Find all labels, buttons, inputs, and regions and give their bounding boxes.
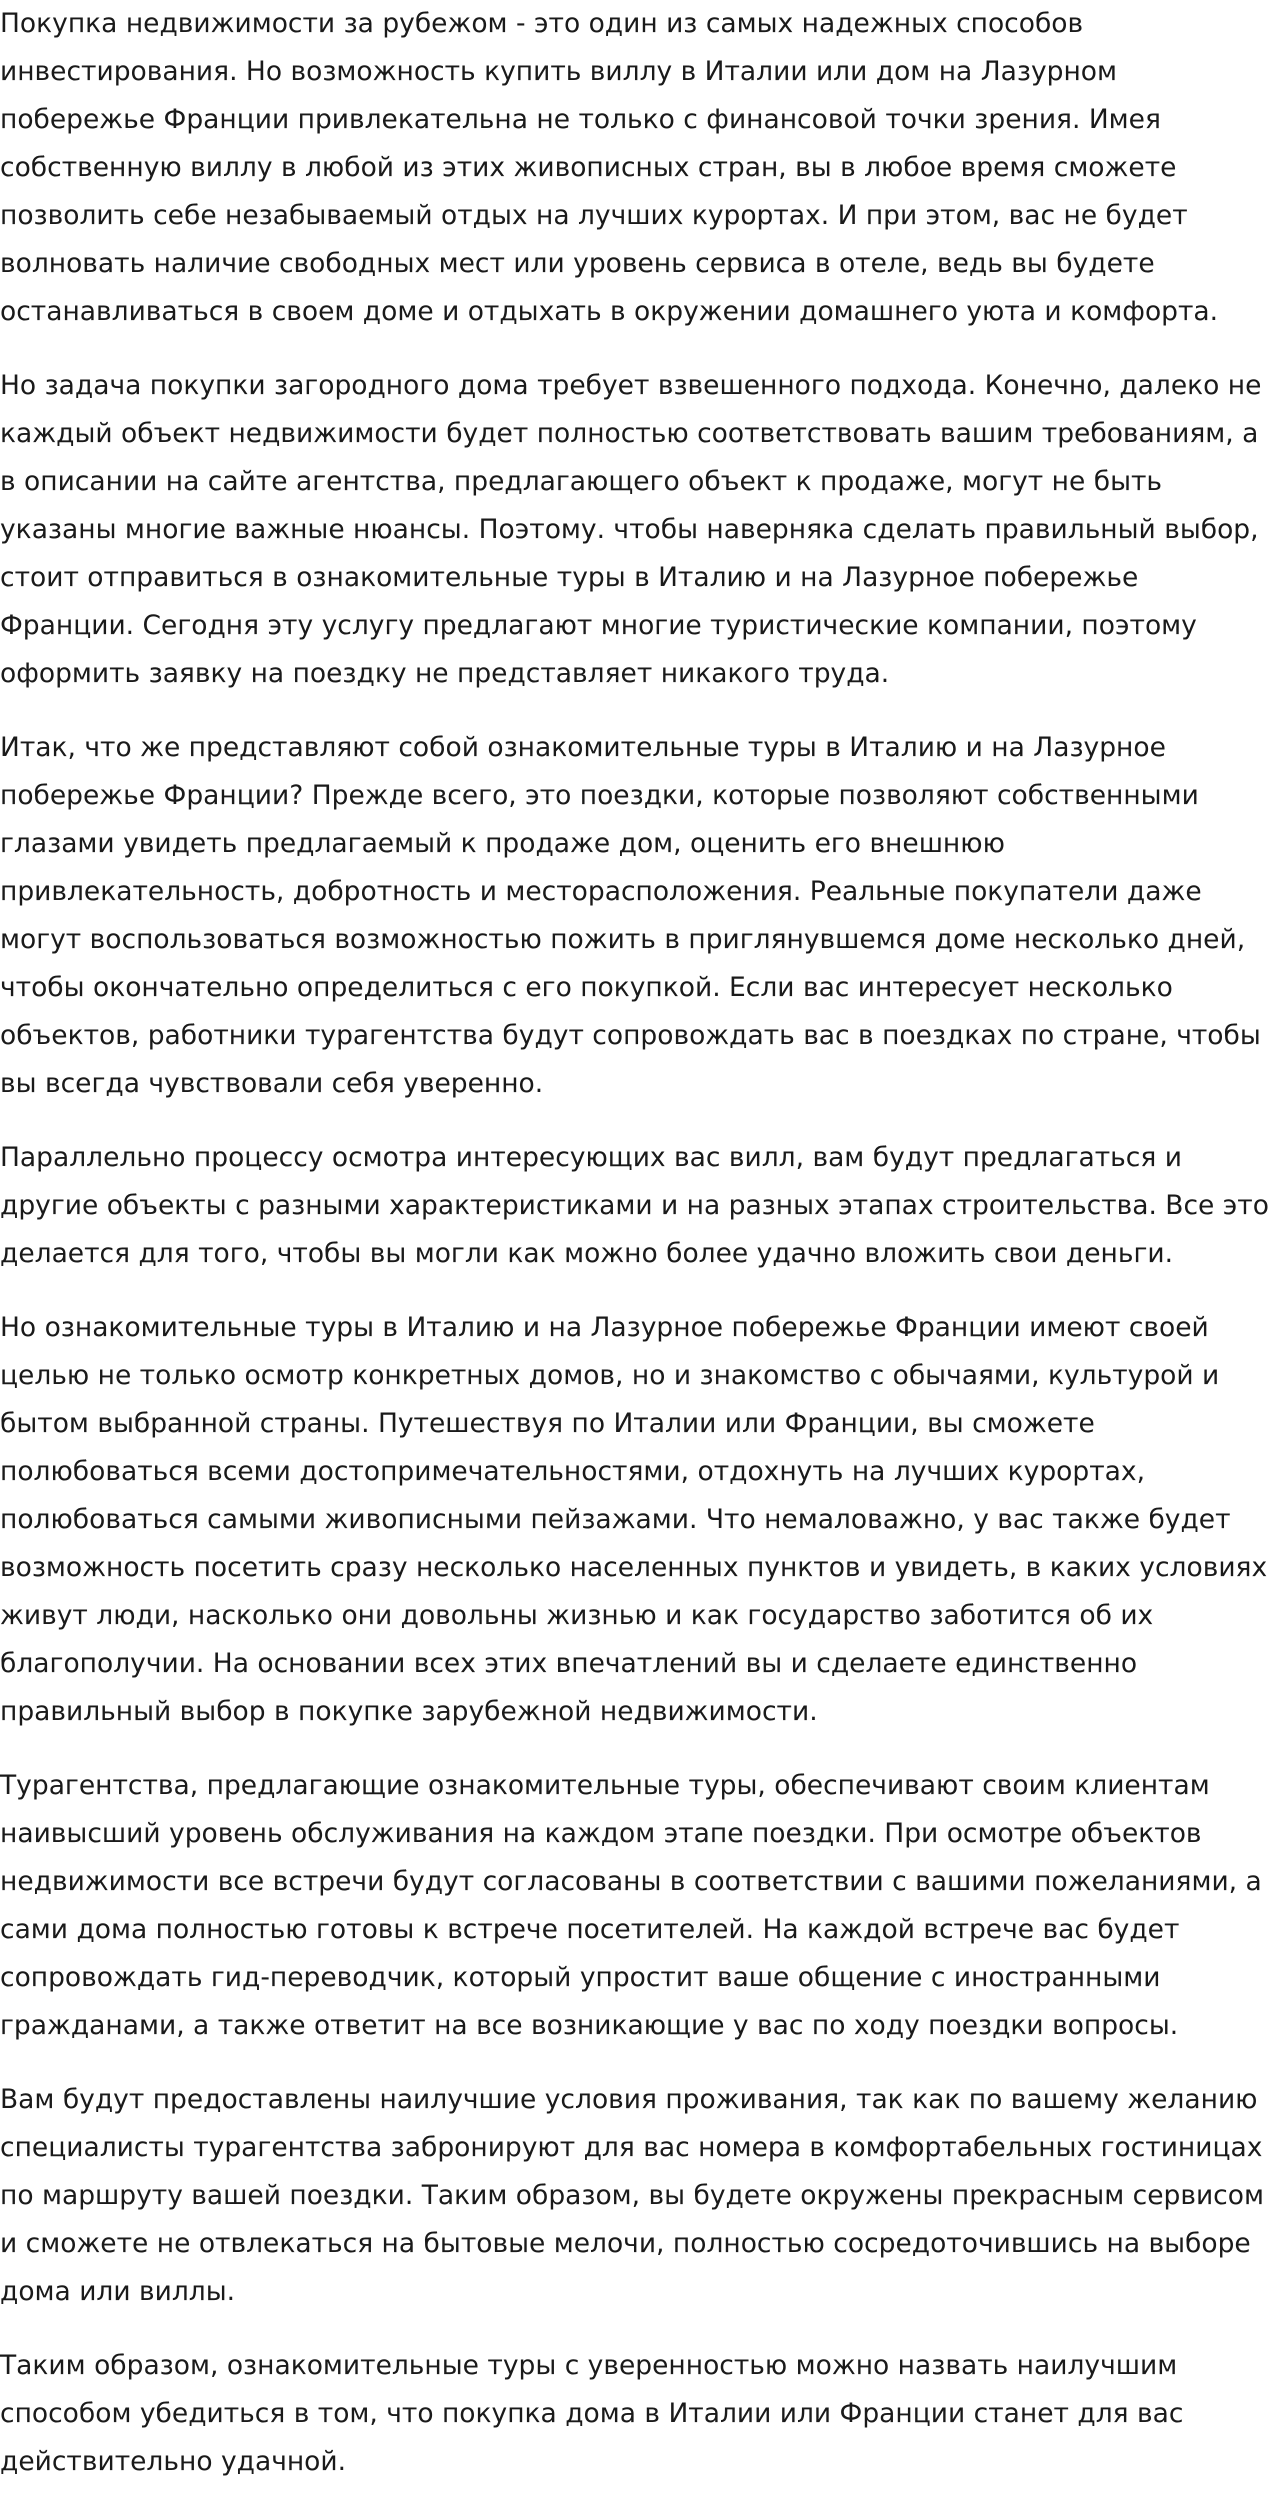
paragraph-7: Вам будут предоставлены наилучшие условия проживания, так как по вашему желанию специалисты турагентства забронируют для вас номера в комфортабельных гостиницах по маршруту вашей поездки. Таким образом, вы будете окружены прекрасным сервисом и сможете не отвлекаться на бытовые мелочи, полностью сосредоточившись на выборе дома или виллы. (0, 2084, 1264, 2307)
paragraph-4: Параллельно процессу осмотра интересующих вас вилл, вам будут предлагаться и другие объекты с разными характеристиками и на разных этапах строительства. Все это делается для того, чтобы вы могли как можно более удачно вложить свои деньги. (0, 1142, 1269, 1269)
paragraph-2: Но задача покупки загородного дома требует взвешенного подхода. Конечно, далеко не каждый объект недвижимости будет полностью соответствовать вашим требованиям, а в описании на сайте агентства, предлагающего объект к продаже, могут не быть указаны многие важные нюансы. Поэтому. чтобы наверняка сделать правильный выбор, стоит отправиться в ознакомительные туры в Италию и на Лазурное побережье Франции. Сегодня эту услугу предлагают многие туристические компании, поэтому оформить заявку на поездку не представляет никакого труда. (0, 370, 1262, 689)
paragraph-5: Но ознакомительные туры в Италию и на Лазурное побережье Франции имеют своей целью не только осмотр конкретных домов, но и знакомство с обычаями, культурой и бытом выбранной страны. Путешествуя по Италии или Франции, вы сможете полюбоваться всеми достопримечательностями, отдохнуть на лучших курортах, полюбоваться самыми живописными пейзажами. Что немаловажно, у вас также будет возможность посетить сразу несколько населенных пунктов и увидеть, в каких условиях живут люди, насколько они довольны жизнью и как государство заботится об их благополучии. На основании всех этих впечатлений вы и сделаете единственно правильный выбор в покупке зарубежной недвижимости. (0, 1312, 1268, 1727)
paragraph-8: Таким образом, ознакомительные туры с уверенностью можно назвать наилучшим способом убедиться в том, что покупка дома в Италии или Франции станет для вас действительно удачной. (0, 2350, 1184, 2477)
paragraph-6: Турагентства, предлагающие ознакомительные туры, обеспечивают своим клиентам наивысший уровень обслуживания на каждом этапе поездки. При осмотре объектов недвижимости все встречи будут согласованы в соответствии с вашими пожеланиями, а сами дома полностью готовы к встрече посетителей. На каждой встрече вас будет сопровождать гид-переводчик, который упростит ваше общение с иностранными гражданами, а также ответит на все возникающие у вас по ходу поездки вопросы. (0, 1770, 1262, 2041)
paragraph-3: Итак, что же представляют собой ознакомительные туры в Италию и на Лазурное побережье Франции? Прежде всего, это поездки, которые позволяют собственными глазами увидеть предлагаемый к продаже дом, оценить его внешнюю привлекательность, добротность и месторасположения. Реальные покупатели даже могут воспользоваться возможностью пожить в приглянувшемся доме несколько дней, чтобы окончательно определиться с его покупкой. Если вас интересует несколько объектов, работники турагентства будут сопровождать вас в поездках по стране, чтобы вы всегда чувствовали себя уверенно. (0, 732, 1261, 1099)
paragraph-1: Покупка недвижимости за рубежом - это один из самых надежных способов инвестирования. Но возможность купить виллу в Италии или дом на Лазурном побережье Франции привлекательна не только с финансовой точки зрения. Имея собственную виллу в любой из этих живописных стран, вы в любое время сможете позволить себе незабываемый отдых на лучших курортах. И при этом, вас не будет волновать наличие свободных мест или уровень сервиса в отеле, ведь вы будете останавливаться в своем доме и отдыхать в окружении домашнего уюта и комфорта. (0, 8, 1219, 327)
